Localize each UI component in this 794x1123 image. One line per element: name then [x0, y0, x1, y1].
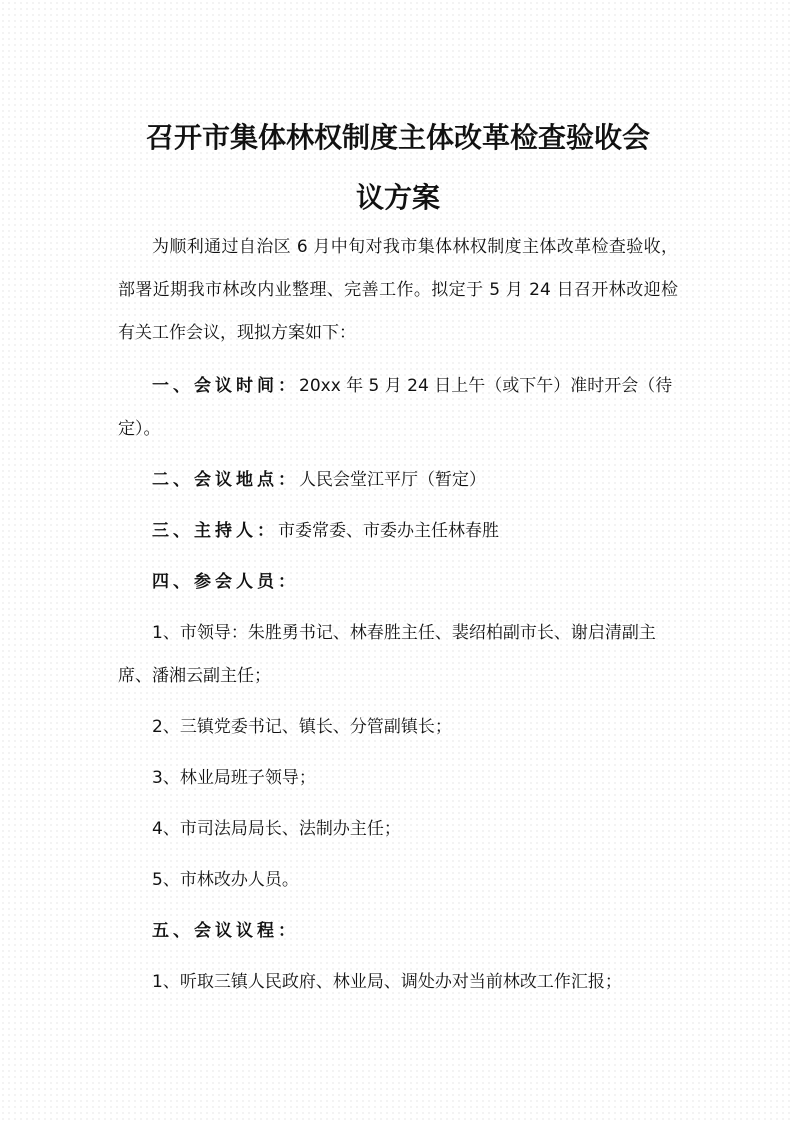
- section-meeting-location: [118, 451, 678, 502]
- section-heading: 五、会议议程：: [152, 921, 299, 941]
- document-title-line-2: 议方案: [355, 181, 440, 214]
- attendee-item: 5、市林改办人员。: [152, 870, 299, 890]
- intro-paragraph: 为顺利通过自治区 6 月中旬对我市集体林权制度主体改革检查验收，部署近期我市林改内业整理、完善工作。拟定于 5 月 24 日召开林改迎检有关工作会议，现拟方案如下：: [118, 237, 678, 343]
- attendee-item: 2、三镇党委书记、镇长、分管副镇长；: [152, 717, 452, 737]
- document-body: [118, 110, 678, 1004]
- section-heading: 四、参会人员：: [152, 572, 299, 592]
- document-title-line-1: 召开市集体林权制度主体改革检查验收会: [145, 121, 650, 154]
- attendee-item: 4、市司法局局长、法制办主任；: [152, 819, 401, 839]
- agenda-item: 1、听取三镇人民政府、林业局、调处办对当前林改工作汇报；: [152, 972, 622, 992]
- section-text: 市委常委、市委办主任林春胜: [278, 521, 499, 541]
- section-heading: 一、会议时间：: [152, 376, 299, 396]
- section-heading: 三、主持人：: [152, 521, 278, 541]
- section-meeting-time: [118, 355, 678, 451]
- section-heading: 二、会议地点：: [152, 470, 299, 490]
- section-attendees: [118, 553, 678, 604]
- attendee-item: 3、林业局班子领导；: [152, 768, 316, 788]
- section-text: 20xx 年 5 月 24 日上午（或下午）准时开会（待定）。: [118, 376, 673, 439]
- section-host: [118, 502, 678, 553]
- attendee-item: 1、市领导：朱胜勇书记、林春胜主任、裴绍柏副市长、谢启清副主席、潘湘云副主任；: [118, 623, 656, 686]
- section-text: 人民会堂江平厅（暂定）: [299, 470, 486, 490]
- section-agenda: [118, 902, 678, 953]
